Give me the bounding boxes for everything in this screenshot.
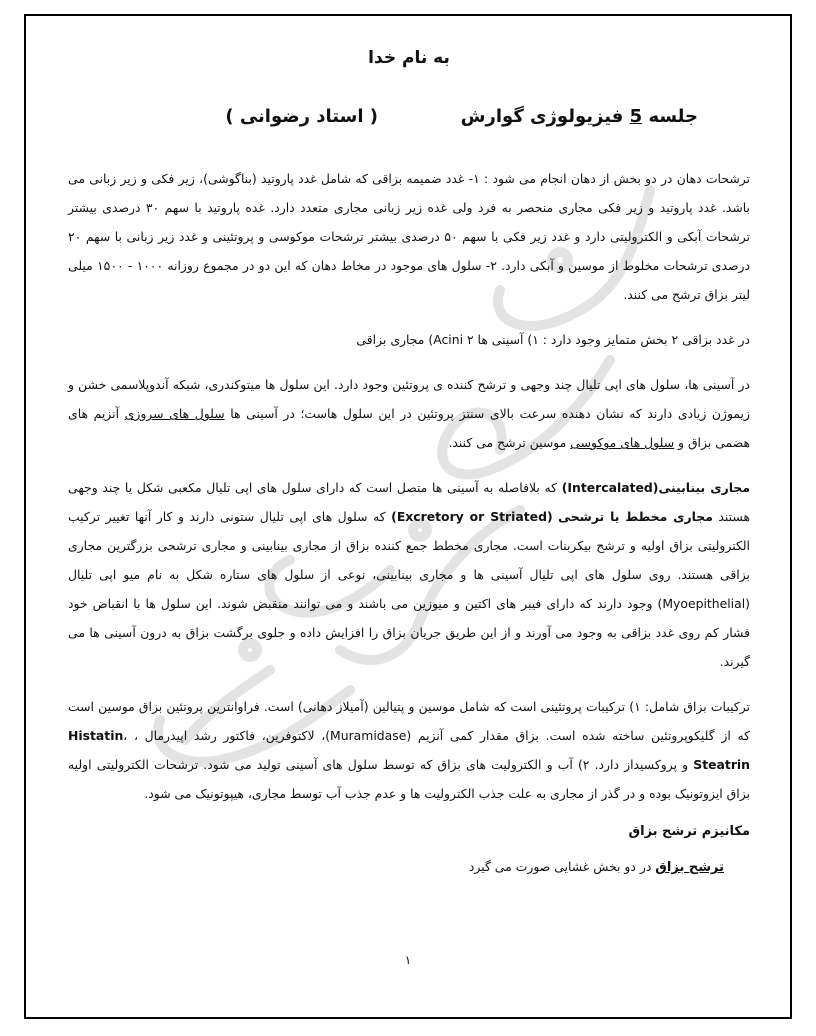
mucous-cells-term: سلول های موکوسی: [570, 435, 675, 450]
section-subline: ترشح بزاق در دو بخش غشایی صورت می گیرد: [468, 859, 724, 875]
title-row: [68, 106, 750, 136]
paragraph-oral-secretions: ترشحات دهان در دو بخش از دهان انجام می شود : ۱- غدد ضمیمه بزاقی که شامل غدد پاروتید (بناگوشی)، زیر فکی و زیر زبانی می باشد. غدد پاروتید و زیر فکی مجاری منحصر به فرد ولی غده زیر زبانی مجاری متعدد دارد. غده پاروتید با سهم ۳۰ درصدی بیشتر ترشحات آبکی و الکترولیتی دارد و غدد زیر فکی با سهم ۵۰ درصدی بیشتر ترشحات موکوسی و پروتئینی و غدد زیر زبانی با سهم ۲۰ درصدی ترشحات مخلوط از موسین و آبکی دارد. ۲- سلول های موجود در مخاط دهان که این دو در مجموع روزانه ۱۰۰۰ - ۱۵۰۰ میلی لیتر بزاق ترشح می کنند.: [68, 171, 750, 302]
intercalated-term: مجاری بینابینی: [658, 480, 750, 495]
paragraph-ducts: مجاری بینابینی(Intercalated) که بلافاصله به آسینی ها متصل است که دارای سلول های اپی تلیال مکعبی شکل یا چند وجهی هستند مجاری مخطط یا ترشحی (Excretory or Striated) که سلول های اپی تلیال ستونی دارند و کار آنها تغییر ترکیب الکترولیتی بزاق اولیه و ترشح بیکربنات است. مجاری مخطط جمع کننده بزاق از مجاری بینابینی و مجاری ترشحی بزرگترین مجاری بزاقی هستند. روی سلول های اپی تلیال آسینی ها و مجاری بینابینی، نوعی از سلول های ستاره شکل به نام میو اپی تلیال (Myoepithelial) وجود دارند که دارای فیبر های اکتین و میوزین می باشند و می توانند منقبض شوند. این سلول ها با انقباض خود فشار کم روی غدد بزاقی به وجود می آورند و از این طریق جریان بزاق را افزایش داده و جلوی برگشت بزاق به درون آسینی ها می گیرند.: [68, 480, 750, 669]
paragraph-saliva-composition: ترکیبات بزاق شامل: ۱) ترکیبات پروتئینی است که شامل موسین و پتیالین (آمیلاز دهانی) است. فراوانترین پروتئین بزاق موسین است که از گلیکوپروتئین ساخته شده است. بزاق مقدار کمی آنزیم (Muramidase)، لاکتوفرین، فاکتور رشد اپیدرمال ، Histatin، Steatrin و پروکسیداز دارد. ۲) آب و الکترولیت های بزاق که توسط سلول های آسینی تولید می شود. ترشحات الکترولیتی اولیه بزاق ایزوتونیک بوده و در گذر از مجاری به علت جذب الکترولیت ها و عدم جذب آب توسط مجاری، هیپوتونیک می شود.: [68, 699, 750, 801]
bismillah-heading: به نام خدا: [368, 48, 450, 68]
secretion-term: ترشح بزاق: [655, 860, 724, 875]
serous-cells-term: سلول های سروزی: [124, 406, 225, 421]
page-number: ۱: [404, 953, 412, 967]
striated-term: مجاری مخطط یا ترشحی: [558, 509, 713, 524]
section-heading: مکانیزم ترشح بزاق: [628, 824, 750, 839]
document-body: [68, 48, 750, 875]
paragraph-gland-parts: در غدد بزاقی ۲ بخش متمایز وجود دارد : ۱) آسینی ها Acini ۲) مجاری بزاقی: [356, 332, 750, 347]
professor-name: ( استاد رضوانی ): [225, 106, 378, 127]
lecture-title: جلسه 5 فیزیولوژی گوارش: [460, 106, 698, 127]
paragraph-acini: در آسینی ها، سلول های اپی تلیال چند وجهی و ترشح کننده ی پروتئین وجود دارد. این سلول ها میتوکندری، شبکه آندوپلاسمی خشن و زیموژن زیادی دارند که نشان دهنده سرعت بالای سنتز پروتئین در این سلول هاست؛ در آسینی ها سلول های سروزی آنزیم های هضمی بزاق و سلول های موکوسی موسین ترشح می کنند.: [68, 377, 750, 450]
lecture-number: 5: [629, 106, 643, 127]
